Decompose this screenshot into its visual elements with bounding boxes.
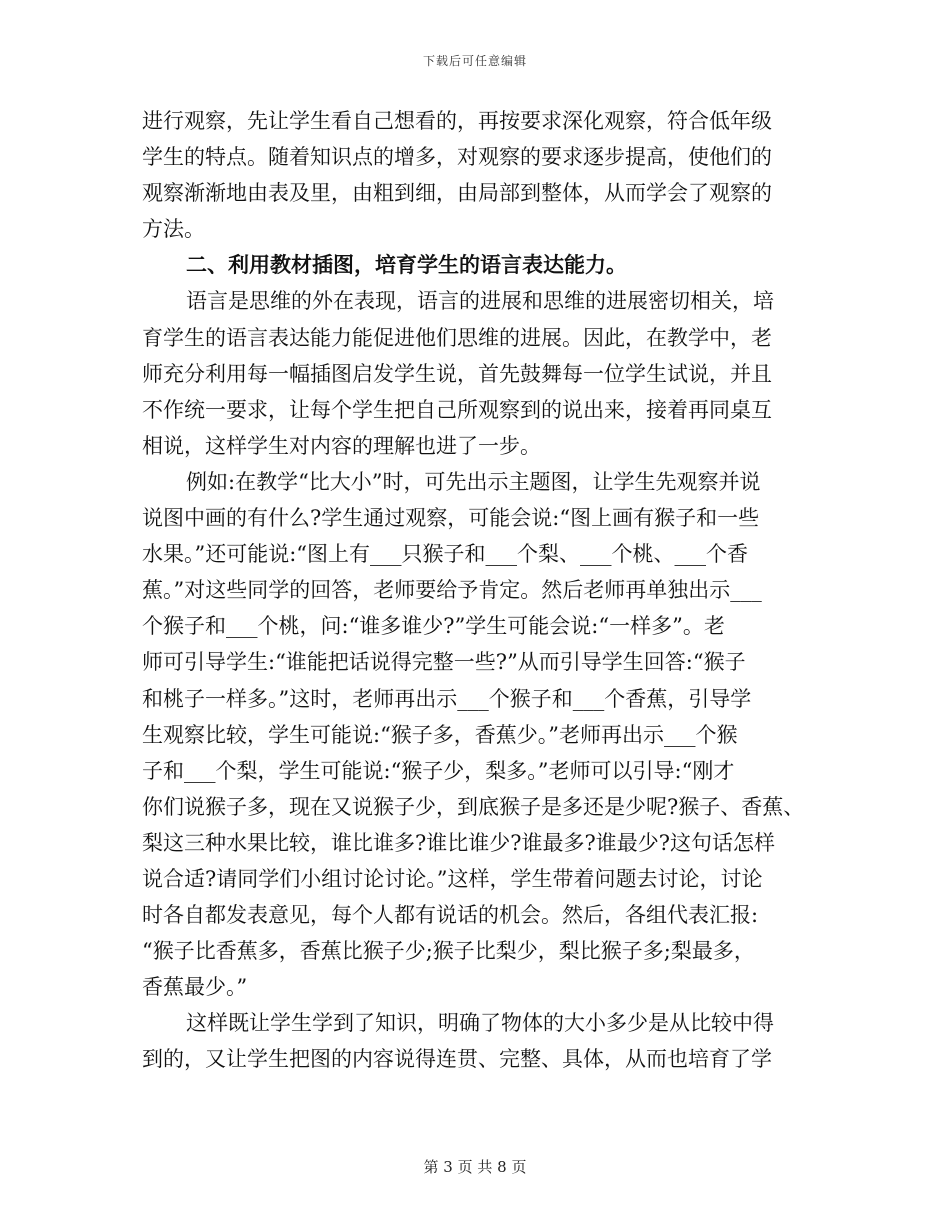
text-line: 到的，又让学生把图的内容说得连贯、完整、具体，从而也培育了学 — [142, 1047, 772, 1072]
text-line: 时各自都发表意见，每个人都有说话的机会。然后，各组代表汇报: — [142, 903, 759, 928]
text-line: 育学生的语言表达能力能促进他们思维的进展。因此，在教学中，老 — [142, 325, 772, 350]
text-line: 不作统一要求，让每个学生把自己所观察到的说出来，接着再同桌互 — [142, 397, 772, 422]
text-line: 进行观察，先让学生看自己想看的，再按要求深化观察，符合低年级 — [142, 109, 772, 133]
text-line: 水果。”还可能说:“图上有___只猴子和___个梨、___个桃、___个香 — [142, 542, 749, 567]
text-line: 你们说猴子多，现在又说猴子少，到底猴子是多还是少呢?猴子、香蕉、 — [142, 794, 805, 819]
text-line: 方法。 — [142, 217, 205, 242]
document-body — [142, 103, 812, 1078]
text-line: 相说，这样学生对内容的理解也进了一步。 — [142, 433, 541, 458]
text-line: 蕉。”对这些同学的回答，老师要给予肯定。然后老师再单独出示___ — [142, 578, 762, 603]
text-line: 这样既让学生学到了知识，明确了物体的大小多少是从比较中得 — [186, 1011, 774, 1036]
text-line: 说图中画的有什么?学生通过观察，可能会说:“图上画有猴子和一些 — [142, 506, 760, 531]
section-heading: 二、利用教材插图，培育学生的语言表达能力。 — [186, 252, 627, 278]
text-line: 学生的特点。随着知识点的增多，对观察的要求逐步提高，使他们的 — [142, 145, 772, 170]
page-number: 第 3 页 共 8 页 — [423, 1158, 527, 1176]
page-header: 下载后可任意编辑 — [422, 54, 527, 68]
text-line: 生观察比较，学生可能说:“猴子多，香蕉少。”老师再出示___个猴 — [142, 722, 738, 747]
text-line: 个猴子和___个桃，问:“谁多谁少?”学生可能会说:“一样多”。老 — [142, 614, 725, 639]
text-line: 香蕉最少。” — [142, 975, 248, 1000]
text-line: 观察渐渐地由表及里，由粗到细，由局部到整体，从而学会了观察的 — [142, 181, 772, 206]
text-line: 子和___个梨，学生可能说:“猴子少，梨多。”老师可以引导:“刚才 — [142, 758, 735, 783]
text-line: 梨这三种水果比较，谁比谁多?谁比谁少?谁最多?谁最少?这句话怎样 — [142, 830, 776, 855]
text-line: 例如:在教学“比大小”时，可先出示主题图，让学生先观察并说 — [186, 469, 761, 494]
text-line: 师可引导学生:“谁能把话说得完整一些?”从而引导学生回答:“猴子 — [142, 650, 746, 675]
text-line: 和桃子一样多。”这时，老师再出示___个猴子和___个香蕉，引导学 — [142, 686, 752, 711]
text-line: “猴子比香蕉多，香蕉比猴子少;猴子比梨少，梨比猴子多;梨最多， — [142, 939, 755, 964]
text-line: 语言是思维的外在表现，语言的进展和思维的进展密切相关，培 — [186, 289, 774, 314]
text-line: 师充分利用每一幅插图启发学生说，首先鼓舞每一位学生试说，并且 — [142, 361, 772, 386]
text-line: 说合适?请同学们小组讨论讨论。”这样，学生带着问题去讨论，讨论 — [142, 866, 763, 891]
